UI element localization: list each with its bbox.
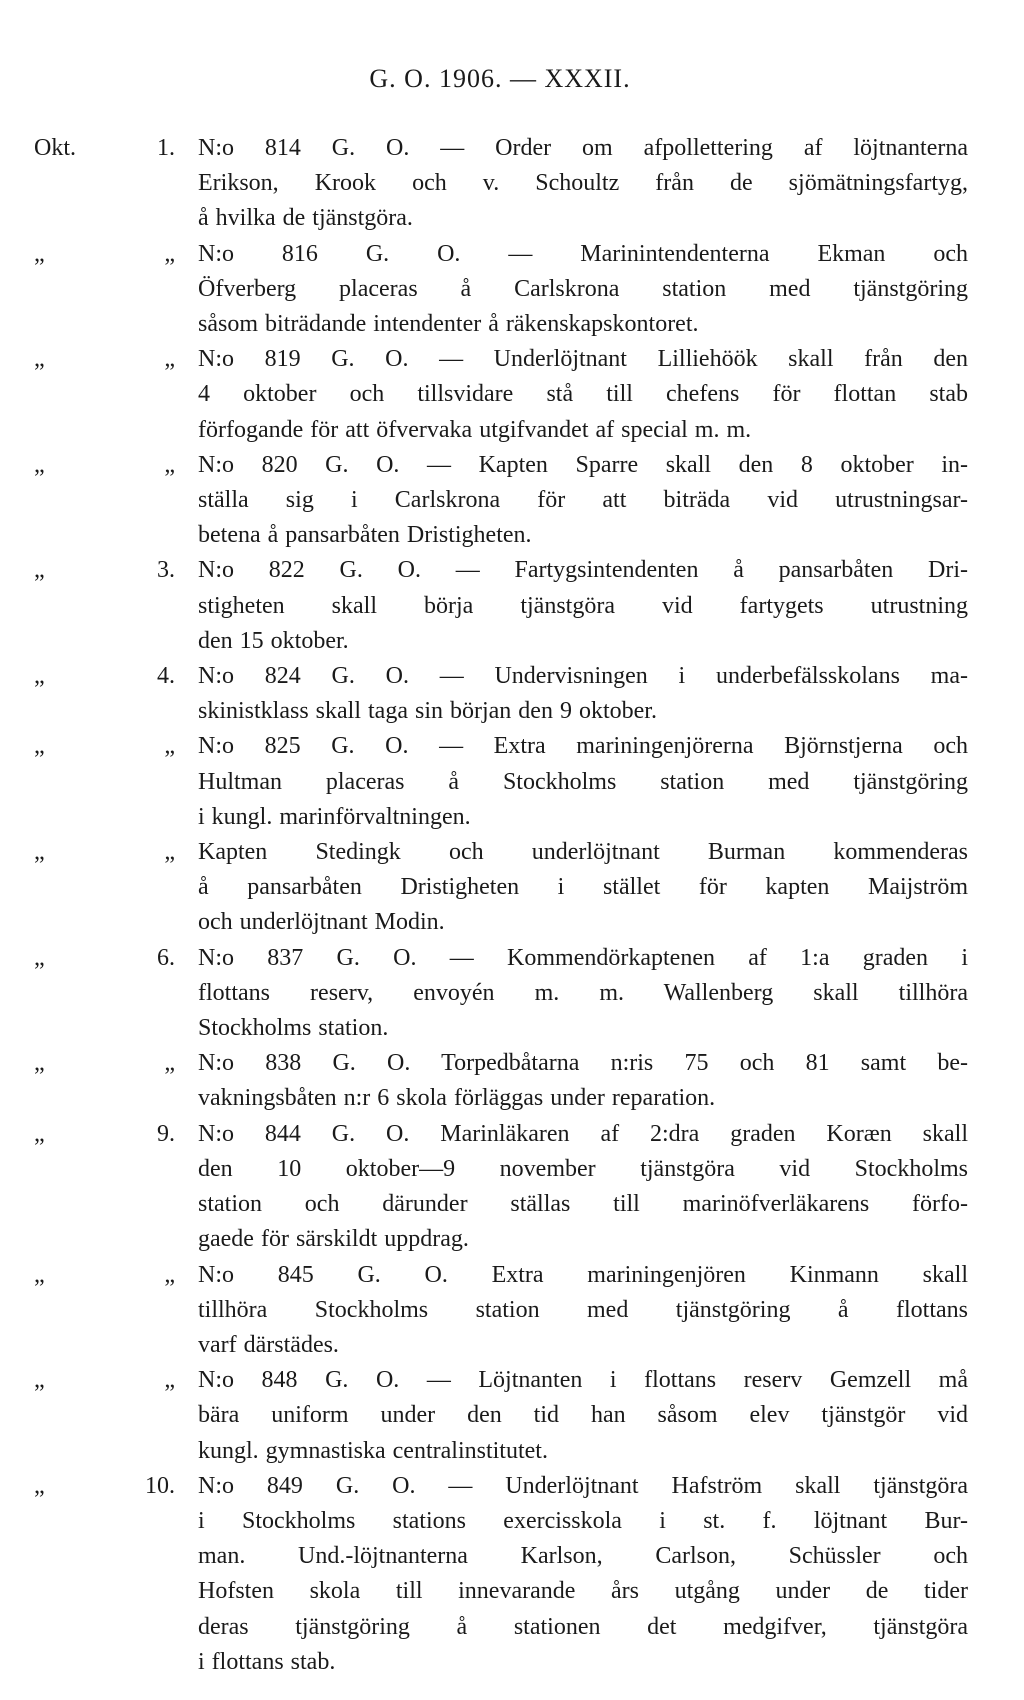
entry-line: Hultman placeras å Stockholms station med tjänstgöring — [198, 768, 968, 795]
entry-text — [198, 1258, 968, 1364]
entry-line: N:o 837 G. O. — Kommendörkaptenen af 1:a graden i — [198, 944, 968, 971]
entry-month: Okt. — [34, 135, 76, 161]
entry-line: vakningsbåten n:r 6 skola förläggas under reparation. — [198, 1085, 716, 1112]
entry-month: „ — [34, 557, 45, 584]
entry-month: „ — [34, 1261, 45, 1288]
entry-line: ställa sig i Carlskrona för att biträda vid utrustningsar- — [198, 487, 968, 514]
entry-month: „ — [34, 1120, 45, 1147]
entry-day: 6. — [157, 944, 175, 971]
entry-line: N:o 819 G. O. — Underlöjtnant Lilliehöök skall från den — [198, 346, 968, 373]
entry-line: N:o 848 G. O. — Löjtnanten i flottans reserv Gemzell må — [198, 1367, 968, 1394]
entry-line: N:o 844 G. O. Marinläkaren af 2:dra graden Koræn skall — [198, 1120, 968, 1147]
entry-month: „ — [34, 346, 45, 373]
entry-day: „ — [164, 1367, 175, 1394]
entry-day: „ — [164, 1261, 175, 1288]
entry-day: „ — [164, 346, 175, 373]
entry-line: flottans reserv, envoyén m. m. Wallenberg skall tillhöra — [198, 979, 968, 1006]
entry-day: „ — [164, 240, 175, 267]
entry-line: man. Und.-löjtnanterna Karlson, Carlson, Schüssler och — [198, 1543, 968, 1570]
entry-line: å hvilka de tjänstgöra. — [198, 205, 413, 232]
entry-list — [0, 131, 1024, 1680]
entry-text — [198, 131, 968, 237]
entry-line: den 10 oktober—9 november tjänstgöra vid Stockholms — [198, 1155, 968, 1182]
entry — [0, 448, 1024, 554]
entry — [0, 237, 1024, 343]
entry-line: Hofsten skola till innevarande års utgång under de tider — [198, 1578, 968, 1605]
entry-line: i Stockholms stations exercisskola i st. f. löjtnant Bur- — [198, 1507, 968, 1534]
entry-line: kungl. gymnastiska centralinstitutet. — [198, 1437, 548, 1464]
entry-line: station och därunder ställas till marinöfverläkarens förfo- — [198, 1191, 968, 1218]
entry-day: 10. — [145, 1472, 175, 1499]
entry-text — [198, 659, 968, 729]
entry-line: N:o 822 G. O. — Fartygsintendenten å pansarbåten Dri- — [198, 557, 968, 584]
entry-line: N:o 825 G. O. — Extra mariningenjörerna Björnstjerna och — [198, 733, 968, 760]
entry-line: skinistklass skall taga sin början den 9 oktober. — [198, 698, 657, 725]
entry — [0, 1469, 1024, 1680]
entry-day: „ — [164, 733, 175, 760]
entry-line: N:o 845 G. O. Extra mariningenjören Kinmann skall — [198, 1261, 968, 1288]
page-header: G. O. 1906. — XXXII. — [369, 64, 631, 93]
entry — [0, 941, 1024, 1047]
entry — [0, 342, 1024, 448]
entry-line: gaede för särskildt uppdrag. — [198, 1226, 469, 1253]
entry-text — [198, 835, 968, 941]
entry — [0, 729, 1024, 835]
entry-line: å pansarbåten Dristigheten i stället för kapten Maijström — [198, 874, 968, 901]
entry — [0, 1258, 1024, 1364]
entry-text — [198, 1469, 968, 1680]
entry-line: N:o 849 G. O. — Underlöjtnant Hafström skall tjänstgöra — [198, 1472, 968, 1499]
entry — [0, 131, 1024, 237]
entry-line: stigheten skall börja tjänstgöra vid fartygets utrustning — [198, 592, 968, 619]
entry-text — [198, 941, 968, 1047]
entry-day: 4. — [157, 663, 175, 690]
entry-day: „ — [164, 839, 175, 866]
entry-month: „ — [34, 733, 45, 760]
entry-line: N:o 814 G. O. — Order om afpollettering af löjtnanterna — [198, 135, 968, 161]
entry-line: Stockholms station. — [198, 1015, 389, 1042]
entry-month: „ — [34, 451, 45, 478]
entry — [0, 1046, 1024, 1116]
entry-line: 4 oktober och tillsvidare stå till chefens för flottan stab — [198, 381, 968, 408]
entry-month: „ — [34, 240, 45, 267]
entry-line: Kapten Stedingk och underlöjtnant Burman kommenderas — [198, 839, 968, 866]
entry — [0, 659, 1024, 729]
entry-month: „ — [34, 944, 45, 971]
entry-text — [198, 342, 968, 448]
entry-line: N:o 820 G. O. — Kapten Sparre skall den 8 oktober in- — [198, 451, 968, 478]
entry-text — [198, 448, 968, 554]
entry-line: i kungl. marinförvaltningen. — [198, 803, 471, 830]
entry-day: 3. — [157, 557, 175, 584]
entry-line: Öfverberg placeras å Carlskrona station med tjänstgöring — [198, 275, 968, 302]
entry-line: N:o 816 G. O. — Marinintendenterna Ekman och — [198, 240, 968, 267]
entry-line: betena å pansarbåten Dristigheten. — [198, 522, 532, 549]
entry-line: i flottans stab. — [198, 1648, 336, 1675]
entry — [0, 835, 1024, 941]
entry-line: varf därstädes. — [198, 1331, 339, 1358]
entry-month: „ — [34, 839, 45, 866]
entry-text — [198, 553, 968, 659]
entry-day: „ — [164, 1050, 175, 1077]
entry-month: „ — [34, 663, 45, 690]
entry-line: deras tjänstgöring å stationen det medgifver, tjänstgöra — [198, 1613, 968, 1640]
entry-text — [198, 237, 968, 343]
entry-line: förfogande för att öfvervaka utgifvandet af special m. m. — [198, 416, 752, 443]
entry-line: och underlöjtnant Modin. — [198, 909, 445, 936]
entry-text — [198, 1363, 968, 1469]
entry-month: „ — [34, 1472, 45, 1499]
entry-day: „ — [164, 451, 175, 478]
entry-month: „ — [34, 1367, 45, 1394]
entry-text — [198, 729, 968, 835]
entry-line: N:o 838 G. O. Torpedbåtarna n:ris 75 och 81 samt be- — [198, 1050, 968, 1077]
entry-month: „ — [34, 1050, 45, 1077]
entry-day: 9. — [157, 1120, 175, 1147]
entry-text — [198, 1046, 968, 1116]
entry — [0, 1117, 1024, 1258]
entry-line: såsom biträdande intendenter å räkenskapskontoret. — [198, 311, 699, 338]
entry-line: den 15 oktober. — [198, 627, 349, 654]
entry-line: Erikson, Krook och v. Schoultz från de sjömätningsfartyg, — [198, 170, 968, 197]
entry-line: tillhöra Stockholms station med tjänstgöring å flottans — [198, 1296, 968, 1323]
entry-line: bära uniform under den tid han såsom elev tjänstgör vid — [198, 1402, 968, 1429]
entry-line: N:o 824 G. O. — Undervisningen i underbefälsskolans ma- — [198, 663, 968, 690]
entry — [0, 1363, 1024, 1469]
entry — [0, 553, 1024, 659]
entry-text — [198, 1117, 968, 1258]
entry-day: 1. — [157, 135, 175, 161]
